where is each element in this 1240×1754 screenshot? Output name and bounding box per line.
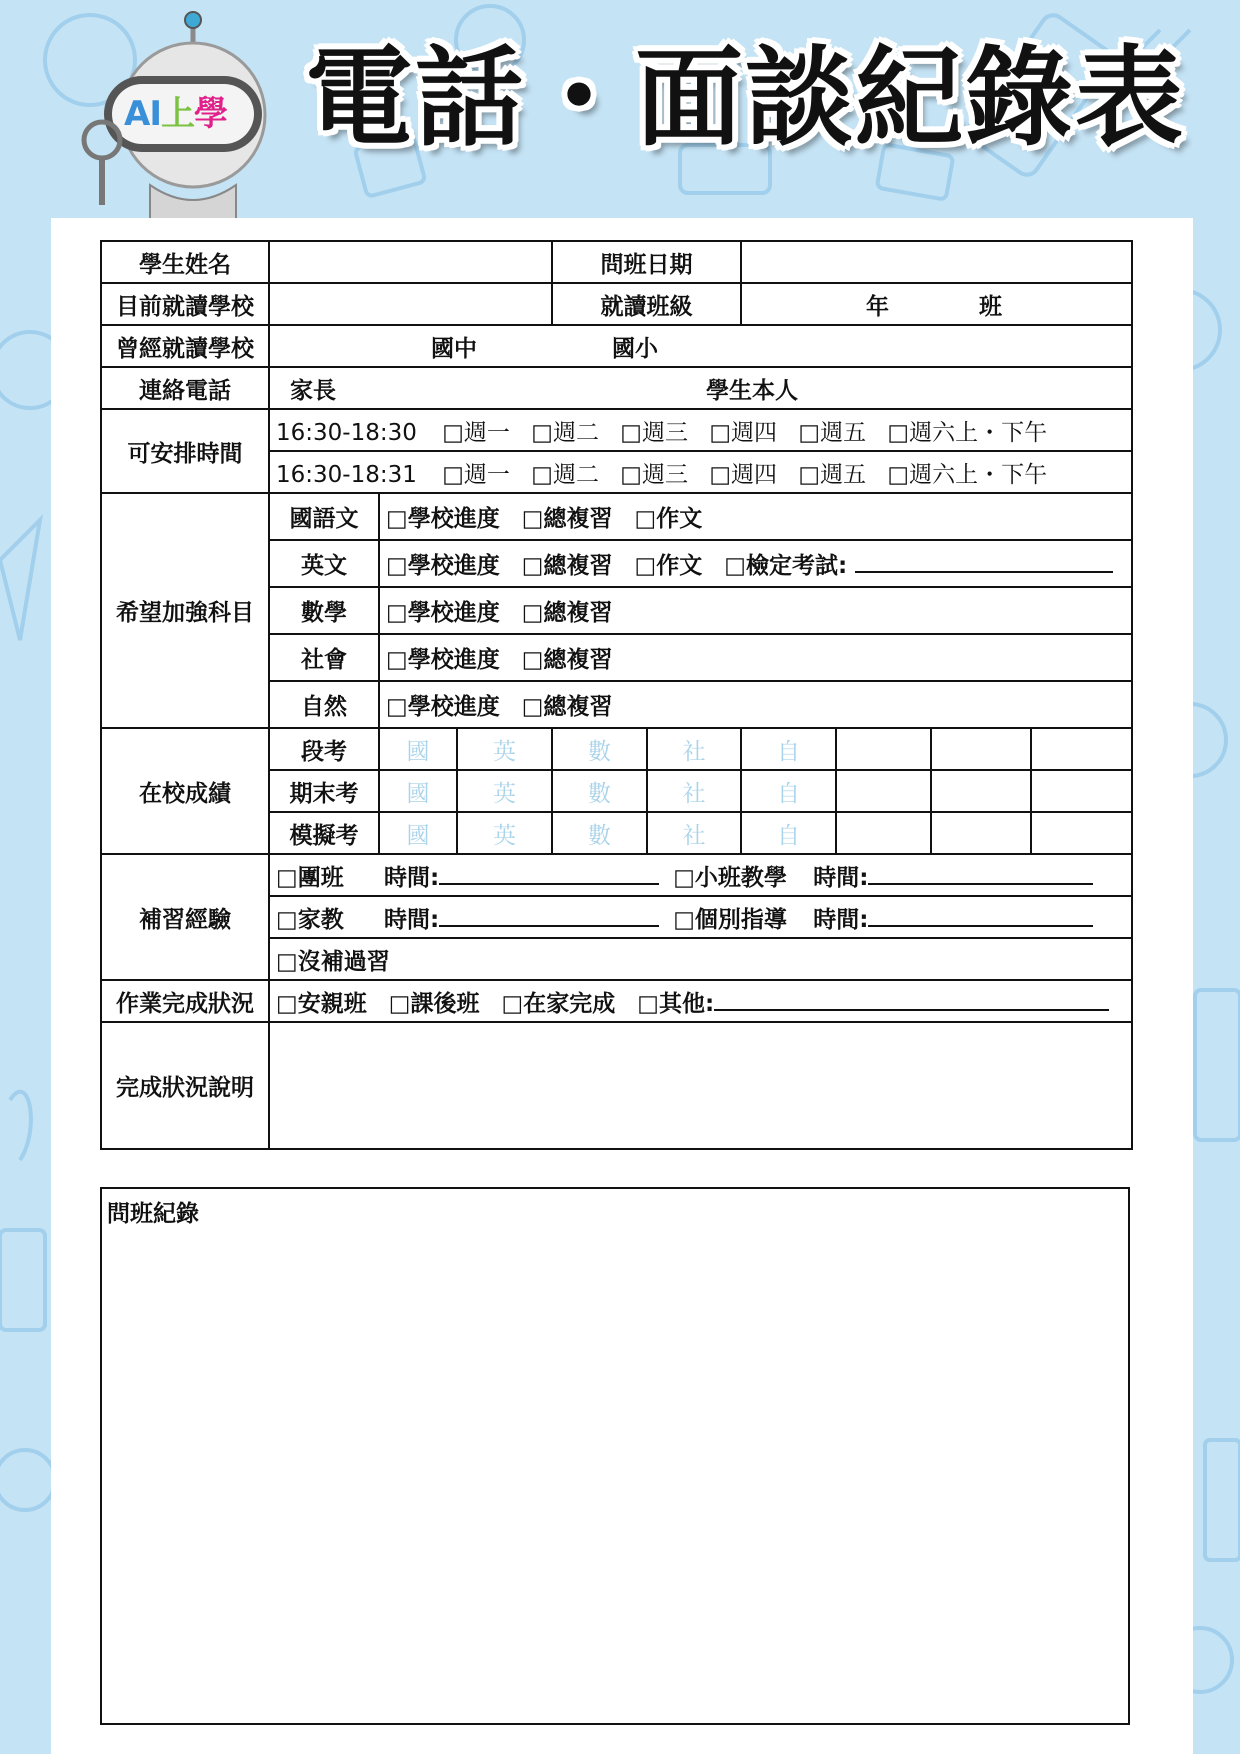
proficiency-test-line[interactable] [855, 549, 1113, 573]
grade-cell-english[interactable]: 英 [457, 728, 552, 770]
option-checkbox[interactable]: □作文 [634, 506, 703, 532]
grade-word: 年 [866, 293, 890, 320]
row-student-name [101, 241, 1132, 283]
row-homework [101, 980, 1132, 1022]
grade-cell-blank[interactable] [1031, 728, 1132, 770]
option-checkbox[interactable]: □學校進度 [386, 694, 500, 720]
subject-name: 英文 [269, 540, 379, 587]
day-checkbox-sat[interactable]: □週六上・下午 [887, 419, 1048, 446]
available-time-label: 可安排時間 [101, 409, 269, 493]
contact-phone-label: 連絡電話 [101, 367, 269, 409]
completion-desc-label: 完成狀況說明 [101, 1022, 269, 1149]
grade-cell-science[interactable]: 自 [741, 770, 836, 812]
exam-type: 期末考 [269, 770, 379, 812]
time-label: 時間: [813, 906, 869, 933]
time-label: 時間: [384, 864, 440, 891]
subjects-label: 希望加強科目 [101, 493, 269, 728]
row-current-school [101, 283, 1132, 325]
option-checkbox[interactable]: □總複習 [521, 600, 613, 626]
row-available-time-1 [101, 409, 1132, 451]
time-line[interactable] [868, 903, 1093, 927]
interview-form-table [100, 240, 1133, 1150]
elementary-word: 國小 [612, 335, 658, 362]
subject-name: 國語文 [269, 493, 379, 540]
time-line[interactable] [439, 861, 659, 885]
grade-class-label: 就讀班級 [552, 283, 741, 325]
grade-cell-math[interactable]: 數 [552, 812, 647, 854]
grade-cell-blank[interactable] [931, 728, 1031, 770]
homework-checkbox-other[interactable]: □其他: [637, 990, 715, 1017]
row-completion [101, 1022, 1132, 1149]
grade-cell-science[interactable]: 自 [741, 812, 836, 854]
subject-name: 數學 [269, 587, 379, 634]
inquiry-date-field[interactable] [741, 241, 1132, 283]
grade-cell-blank[interactable] [1031, 770, 1132, 812]
tutoring-options [269, 896, 1132, 938]
page-title: 電話・面談紀錄表 [305, 36, 1186, 161]
time-label: 時間: [384, 906, 440, 933]
grade-cell-english[interactable]: 英 [457, 770, 552, 812]
option-checkbox[interactable]: □學校進度 [386, 647, 500, 673]
tutoring-label: 補習經驗 [101, 854, 269, 980]
inquiry-notes-label: 問班紀錄 [107, 1201, 199, 1227]
subject-options [379, 681, 1132, 728]
grade-class-field[interactable] [741, 283, 1132, 325]
other-line[interactable] [714, 987, 1109, 1011]
grade-cell-blank[interactable] [1031, 812, 1132, 854]
time-line[interactable] [868, 861, 1093, 885]
grade-cell-social[interactable]: 社 [647, 728, 741, 770]
row-subject-chinese [101, 493, 1132, 540]
row-contact-phone [101, 367, 1132, 409]
grade-cell-blank[interactable] [836, 770, 931, 812]
day-checkbox-wed[interactable]: □週三 [620, 419, 689, 446]
row-past-school [101, 325, 1132, 367]
option-checkbox[interactable]: □總複習 [521, 553, 613, 579]
subject-options [379, 540, 1132, 587]
grade-cell-blank[interactable] [836, 812, 931, 854]
option-checkbox[interactable]: □作文 [634, 553, 703, 579]
homework-label: 作業完成狀況 [101, 980, 269, 1022]
day-checkbox-sat[interactable]: □週六上・下午 [887, 461, 1048, 488]
row-tutoring-1 [101, 854, 1132, 896]
grade-cell-science[interactable]: 自 [741, 728, 836, 770]
option-checkbox[interactable]: □總複習 [521, 694, 613, 720]
logo-text: AI上學 [124, 94, 227, 134]
inquiry-date-label: 問班日期 [552, 241, 741, 283]
subject-options [379, 587, 1132, 634]
grade-cell-blank[interactable] [836, 728, 931, 770]
grade-cell-chinese[interactable]: 國 [379, 770, 457, 812]
grades-label: 在校成績 [101, 728, 269, 854]
past-school-field[interactable] [269, 325, 1132, 367]
option-checkbox[interactable]: □檢定考試: [724, 553, 848, 579]
class-word: 班 [979, 293, 1003, 320]
parent-word: 家長 [290, 377, 336, 404]
time-label: 時間: [813, 864, 869, 891]
junior-high-word: 國中 [431, 335, 477, 362]
option-checkbox[interactable]: □學校進度 [386, 553, 500, 579]
time-slot-2: 16:30-18:31 [276, 461, 417, 488]
day-checkbox-thu[interactable]: □週四 [709, 461, 778, 488]
grade-cell-social[interactable]: 社 [647, 770, 741, 812]
option-checkbox[interactable]: □學校進度 [386, 600, 500, 626]
day-checkbox-mon[interactable]: □週一 [442, 419, 510, 446]
homework-checkbox-after-school[interactable]: □課後班 [388, 990, 480, 1017]
group-class-checkbox[interactable]: □團班 [276, 864, 344, 891]
day-checkbox-wed[interactable]: □週三 [620, 461, 689, 488]
grade-cell-chinese[interactable]: 國 [379, 812, 457, 854]
time-slot-1: 16:30-18:30 [276, 419, 417, 446]
homework-options [269, 980, 1132, 1022]
option-checkbox[interactable]: □總複習 [521, 647, 613, 673]
grade-cell-english[interactable]: 英 [457, 812, 552, 854]
student-name-field[interactable] [269, 241, 552, 283]
exam-type: 段考 [269, 728, 379, 770]
no-tutoring-checkbox[interactable]: □沒補過習 [269, 938, 1132, 980]
grade-cell-blank[interactable] [931, 812, 1031, 854]
homework-checkbox-home[interactable]: □在家完成 [501, 990, 616, 1017]
exam-type: 模擬考 [269, 812, 379, 854]
time-line[interactable] [439, 903, 659, 927]
current-school-field[interactable] [269, 283, 552, 325]
day-checkbox-fri[interactable]: □週五 [798, 419, 867, 446]
option-checkbox[interactable]: □學校進度 [386, 506, 500, 532]
day-checkbox-fri[interactable]: □週五 [798, 461, 867, 488]
grade-cell-blank[interactable] [931, 770, 1031, 812]
subject-name: 社會 [269, 634, 379, 681]
subject-options [379, 634, 1132, 681]
grade-cell-math[interactable]: 數 [552, 728, 647, 770]
grade-cell-math[interactable]: 數 [552, 770, 647, 812]
day-checkbox-thu[interactable]: □週四 [709, 419, 778, 446]
option-checkbox[interactable]: □總複習 [521, 506, 613, 532]
time-slot-row [269, 451, 1132, 493]
completion-desc-field[interactable] [269, 1022, 1132, 1149]
student-self-word: 學生本人 [706, 377, 798, 404]
day-checkbox-mon[interactable]: □週一 [442, 461, 510, 488]
small-class-checkbox[interactable]: □小班教學 [673, 864, 787, 891]
time-slot-row [269, 409, 1132, 451]
grade-cell-social[interactable]: 社 [647, 812, 741, 854]
day-checkbox-tue[interactable]: □週二 [531, 419, 599, 446]
homework-checkbox-after-care[interactable]: □安親班 [276, 990, 367, 1017]
student-name-label: 學生姓名 [101, 241, 269, 283]
subject-name: 自然 [269, 681, 379, 728]
home-tutor-checkbox[interactable]: □家教 [276, 906, 344, 933]
contact-phone-field[interactable] [269, 367, 1132, 409]
subject-options [379, 493, 1132, 540]
day-checkbox-tue[interactable]: □週二 [531, 461, 599, 488]
inquiry-notes-box[interactable] [100, 1187, 1130, 1725]
past-school-label: 曾經就讀學校 [101, 325, 269, 367]
grade-cell-chinese[interactable]: 國 [379, 728, 457, 770]
current-school-label: 目前就讀學校 [101, 283, 269, 325]
individual-checkbox[interactable]: □個別指導 [673, 906, 787, 933]
tutoring-options [269, 854, 1132, 896]
row-grade-midterm [101, 728, 1132, 770]
